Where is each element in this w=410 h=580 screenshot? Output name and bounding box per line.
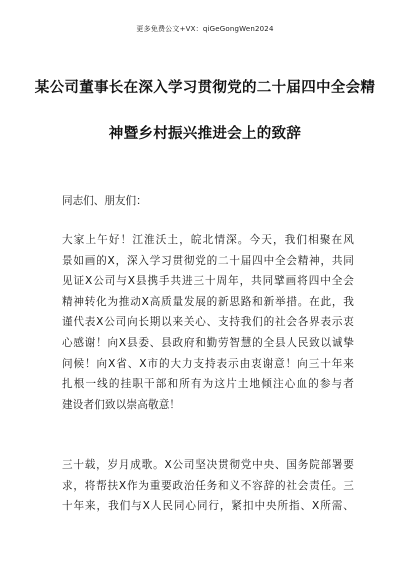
paragraph-line: 心感谢！向X县委、县政府和勤劳智慧的全县人民致以诚挚: [62, 336, 354, 349]
header-note: 更多免费公文+VX：qiGeGongWen2024: [136, 25, 274, 33]
paragraph-2: [62, 455, 354, 517]
salutation: 同志们、朋友们：: [62, 195, 147, 207]
paragraph-line: 大家上午好！江淮沃土，皖北情深。今天，我们相聚在风: [62, 234, 354, 246]
paragraph-line: 问候！向X省、X市的大力支持表示由衷谢意！向三十年来: [62, 357, 354, 370]
paragraph-line: 景如画的X，深入学习贯彻党的二十届四中全会精神，共同: [62, 254, 354, 267]
paragraph-line: 三十载，岁月成歌。X公司坚决贯彻党中央、国务院部署要: [62, 459, 354, 471]
paragraph-line: 扎根一线的挂职干部和所有为这片土地倾注心血的参与者: [62, 378, 354, 391]
paragraph-line: 精神转化为推动X高质量发展的新思路和新举措。在此，我: [62, 295, 354, 308]
paragraph-line: 求，将帮扶X作为重要政治任务和义不容辞的社会责任。三: [62, 479, 354, 492]
paragraph-line: 见证X公司与X县携手共进三十周年，共同擘画将四中全会: [62, 275, 354, 288]
document-title-line-1: 某公司董事长在深入学习贯彻党的二十届四中全会精: [34, 80, 376, 96]
paragraph-line: 建设者们致以崇高敬意！: [62, 398, 181, 411]
paragraph-1: [62, 230, 354, 415]
paragraph-line: 谨代表X公司向长期以来关心、支持我们的社会各界表示衷: [62, 316, 354, 329]
paragraph-line: 十年来，我们与X人民同心同行，紧扣中央所指、X所需、: [62, 500, 354, 513]
document-title-line-2: 神暨乡村振兴推进会上的致辞: [108, 126, 302, 142]
